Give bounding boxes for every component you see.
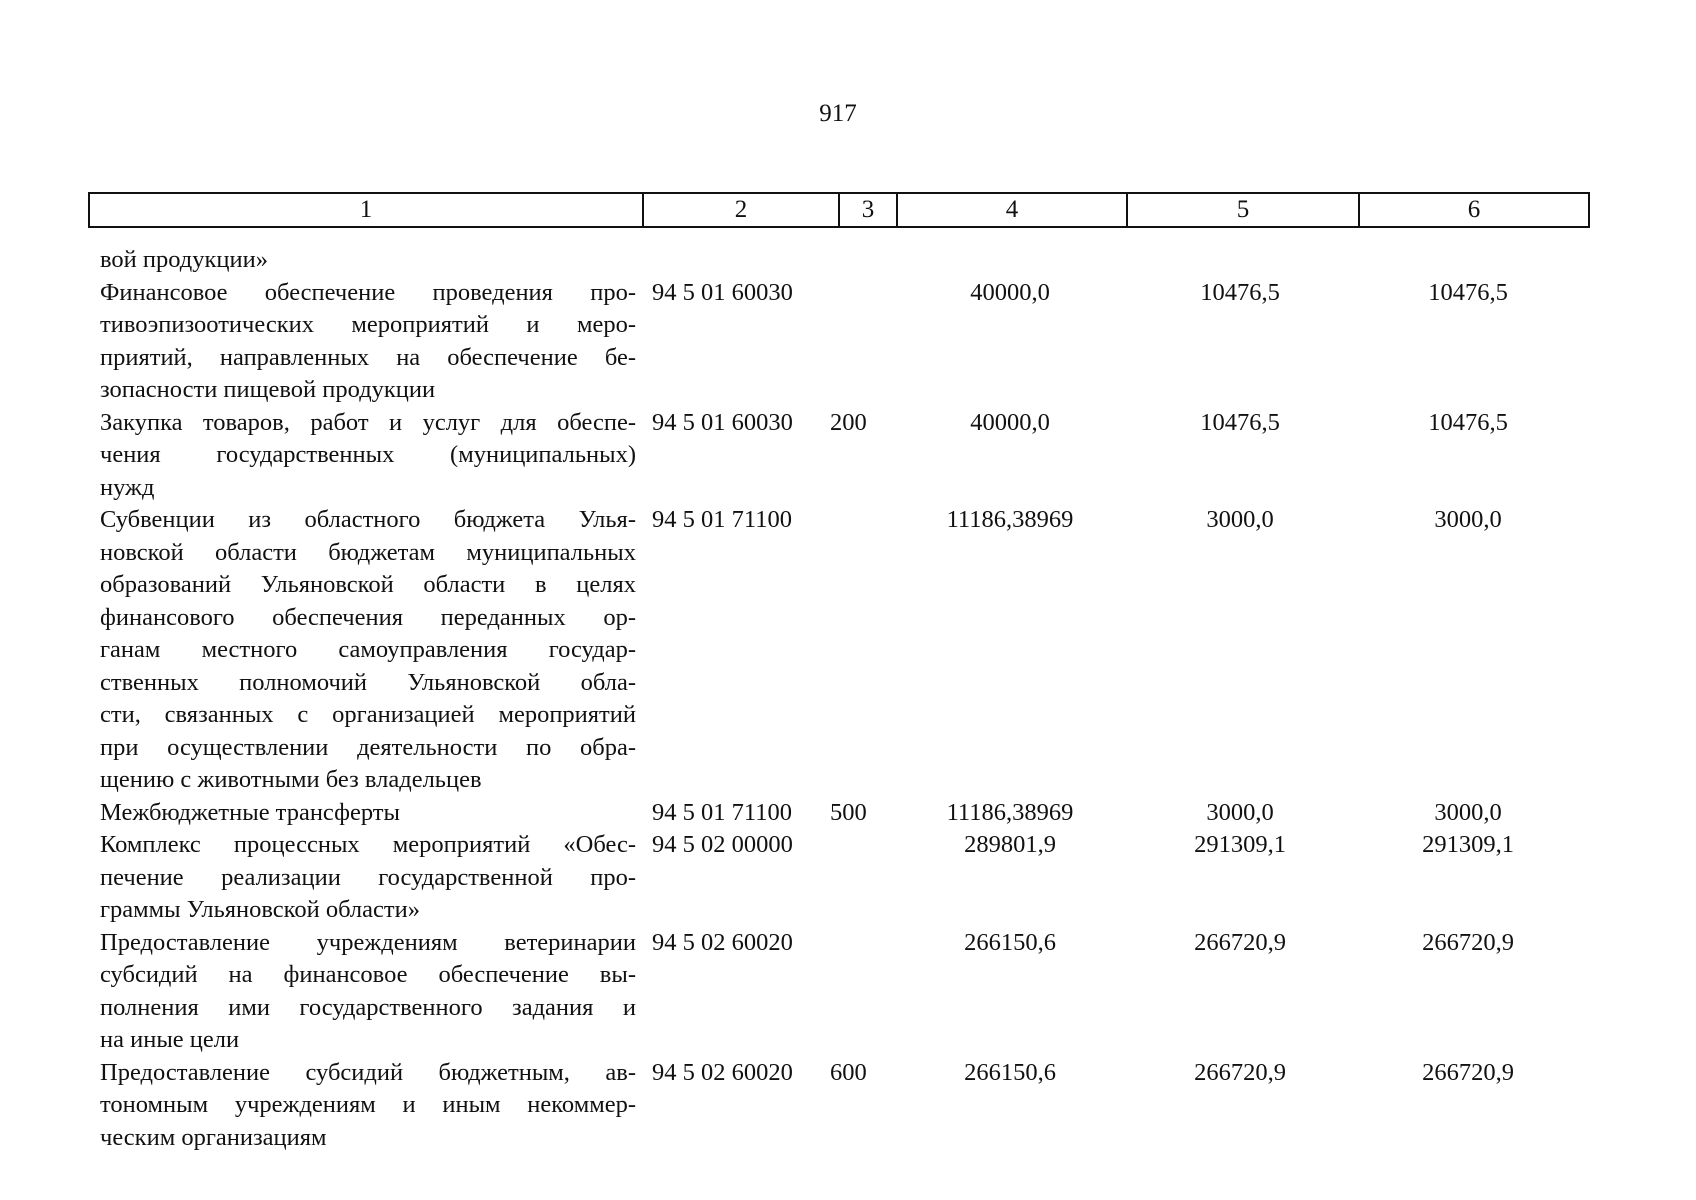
row-expense-type xyxy=(826,277,894,407)
row-value-col6 xyxy=(1354,244,1582,277)
header-col-2: 2 xyxy=(644,194,840,226)
description-line: тивоэпизоотических мероприятий и меро- xyxy=(100,311,636,338)
description-line: приятий, направленных на обеспечение бе- xyxy=(100,343,636,371)
row-value-col6: 10476,5 xyxy=(1428,408,1508,436)
row-description xyxy=(100,407,636,505)
row-expense-type xyxy=(826,927,894,1057)
row-value-col6: 3000,0 xyxy=(1434,506,1502,533)
header-col-3: 3 xyxy=(840,194,898,226)
row-value-col4: 266150,6 xyxy=(964,1058,1056,1086)
description-line: вой продукции» xyxy=(100,246,268,273)
description-line: новской области бюджетам муниципальных xyxy=(100,538,636,566)
description-line: субсидий на финансовое обеспечение вы- xyxy=(100,961,636,988)
page-number: 917 xyxy=(819,100,857,127)
row-value-col4: 40000,0 xyxy=(970,408,1050,436)
row-code: 94 5 01 71100 xyxy=(652,798,792,826)
description-line: ственных полномочий Ульяновской обла- xyxy=(100,668,636,696)
table-row xyxy=(100,829,1590,927)
row-value-col4: 289801,9 xyxy=(964,831,1056,858)
table-row xyxy=(100,244,1590,277)
row-value-col6: 266720,9 xyxy=(1422,1058,1514,1086)
row-description xyxy=(100,277,636,407)
row-value-col5: 3000,0 xyxy=(1206,798,1274,826)
description-line: печение реализации государственной про- xyxy=(100,863,636,891)
row-expense-type: 200 xyxy=(830,408,867,436)
table-body xyxy=(100,244,1590,1154)
table-row xyxy=(100,504,1590,797)
row-value-col5: 266720,9 xyxy=(1194,1058,1286,1086)
row-value-col6: 10476,5 xyxy=(1428,278,1508,306)
description-line: щению с животными без владельцев xyxy=(100,766,482,793)
row-code: 94 5 02 60020 xyxy=(652,928,793,956)
header-col-5: 5 xyxy=(1128,194,1360,226)
description-line: образований Ульяновской области в целях xyxy=(100,571,636,598)
row-description xyxy=(100,829,636,927)
table-row xyxy=(100,407,1590,505)
row-expense-type xyxy=(826,829,894,927)
table-row xyxy=(100,277,1590,407)
row-code: 94 5 02 00000 xyxy=(652,831,793,858)
row-code xyxy=(636,244,826,277)
row-value-col6: 3000,0 xyxy=(1434,798,1502,826)
description-line: сти, связанных с организацией мероприятий xyxy=(100,701,636,728)
description-line: Межбюджетные трансферты xyxy=(100,798,400,826)
description-line: чения государственных (муниципальных) xyxy=(100,441,636,468)
description-line: Предоставление учреждениям ветеринарии xyxy=(100,928,636,956)
row-value-col5 xyxy=(1126,244,1354,277)
row-value-col4: 266150,6 xyxy=(964,928,1056,956)
table-row xyxy=(100,797,1590,830)
row-description xyxy=(100,797,636,830)
description-line: Комплекс процессных мероприятий «Обес- xyxy=(100,831,636,858)
row-description xyxy=(100,504,636,797)
row-expense-type: 600 xyxy=(830,1058,867,1086)
table-header xyxy=(88,192,1590,228)
row-value-col5: 10476,5 xyxy=(1200,408,1280,436)
row-value-col5: 291309,1 xyxy=(1194,831,1286,858)
description-line: ганам местного самоуправления государ- xyxy=(100,636,636,663)
description-line: при осуществлении деятельности по обра- xyxy=(100,733,636,761)
header-col-1: 1 xyxy=(90,194,644,226)
row-value-col4: 11186,38969 xyxy=(946,798,1074,826)
row-value-col6: 266720,9 xyxy=(1422,928,1514,956)
row-code: 94 5 01 71100 xyxy=(652,506,792,533)
table-row xyxy=(100,927,1590,1057)
row-value-col5: 3000,0 xyxy=(1206,506,1274,533)
row-code: 94 5 01 60030 xyxy=(652,408,793,436)
row-value-col4: 40000,0 xyxy=(970,278,1050,306)
row-description xyxy=(100,927,636,1057)
header-col-4: 4 xyxy=(898,194,1128,226)
row-code: 94 5 01 60030 xyxy=(652,278,793,306)
table-row xyxy=(100,1057,1590,1155)
row-description xyxy=(100,1057,636,1155)
description-line: полнения ими государственного задания и xyxy=(100,993,636,1021)
row-value-col5: 266720,9 xyxy=(1194,928,1286,956)
row-value-col6: 291309,1 xyxy=(1422,831,1514,858)
description-line: финансового обеспечения переданных ор- xyxy=(100,603,636,631)
description-line: Закупка товаров, работ и услуг для обеспе- xyxy=(100,408,636,436)
row-value-col4 xyxy=(894,244,1126,277)
row-value-col5: 10476,5 xyxy=(1200,278,1280,306)
description-line: Финансовое обеспечение проведения про- xyxy=(100,278,636,306)
description-line: Предоставление субсидий бюджетным, ав- xyxy=(100,1058,636,1086)
description-line: нужд xyxy=(100,473,155,501)
row-expense-type xyxy=(826,504,894,797)
row-description xyxy=(100,244,636,277)
row-expense-type: 500 xyxy=(830,798,867,826)
row-expense-type xyxy=(826,244,894,277)
description-line: Субвенции из областного бюджета Улья- xyxy=(100,506,636,533)
description-line: тономным учреждениям и иным некоммер- xyxy=(100,1091,636,1118)
row-value-col4: 11186,38969 xyxy=(946,506,1074,533)
description-line: ческим организациям xyxy=(100,1123,327,1151)
description-line: зопасности пищевой продукции xyxy=(100,376,436,403)
description-line: на иные цели xyxy=(100,1026,240,1053)
description-line: граммы Ульяновской области» xyxy=(100,896,420,923)
row-code: 94 5 02 60020 xyxy=(652,1058,793,1086)
header-col-6: 6 xyxy=(1467,196,1481,223)
